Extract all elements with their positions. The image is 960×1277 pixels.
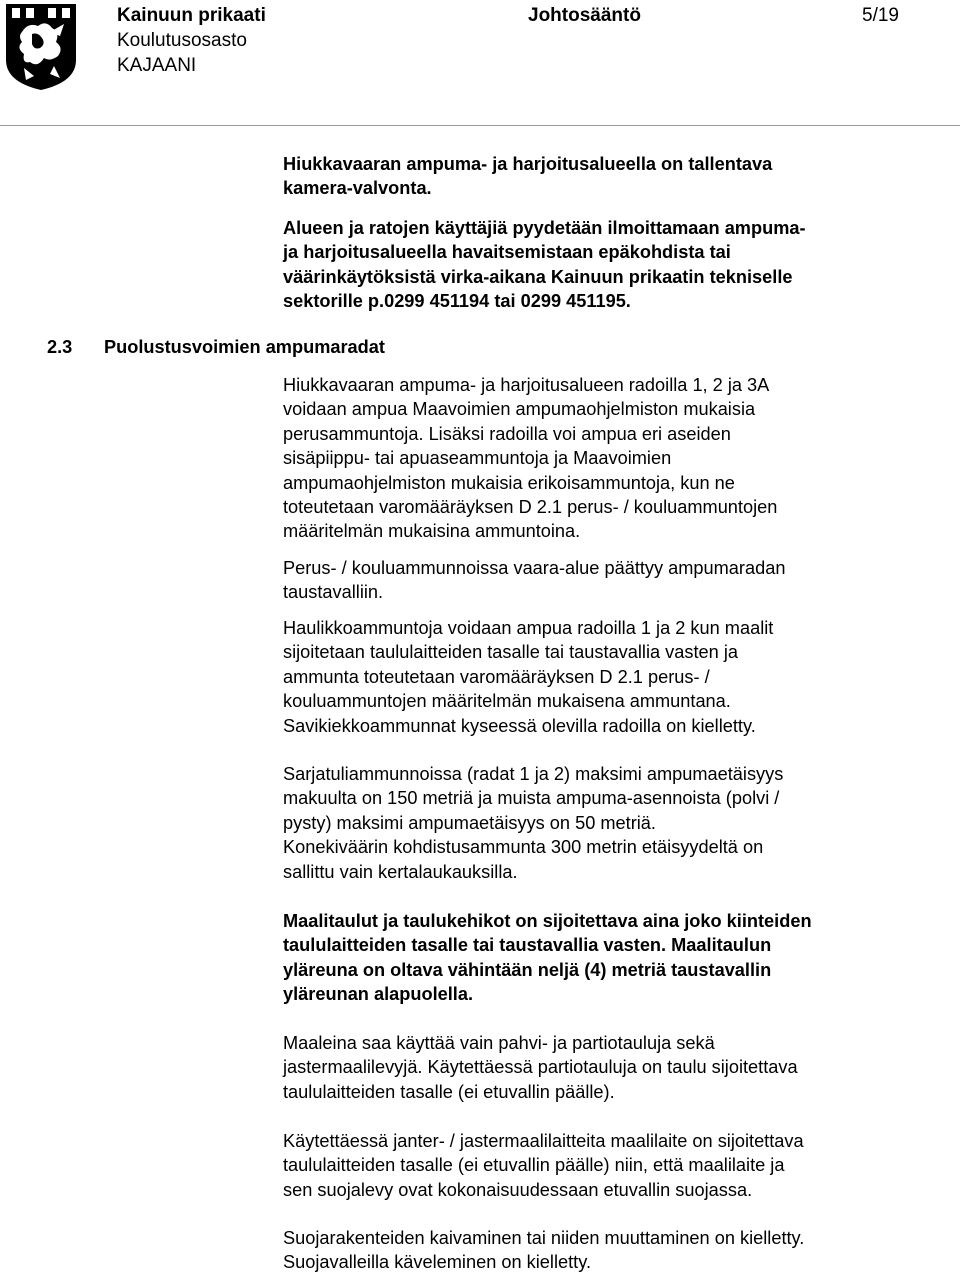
paragraph-line: Suojarakenteiden kaivaminen tai niiden muuttaminen on kielletty. — [283, 1228, 805, 1248]
header-department: Koulutusosasto — [117, 30, 247, 51]
paragraph-line: pysty) maksimi ampumaetäisyys on 50 metriä. — [283, 812, 656, 833]
section-title: Puolustusvoimien ampumaradat — [104, 337, 385, 357]
paragraph-line: kamera-valvonta. — [283, 178, 432, 199]
paragraph-line: sallittu vain kertalaukauksilla. — [283, 861, 518, 882]
paragraph-line: Konekiväärin kohdistusammunta 300 metrin etäisyydeltä on — [283, 837, 764, 858]
header-organization: Kainuun prikaati — [117, 5, 266, 26]
header-divider — [0, 125, 960, 126]
paragraph-line: sektorille p.0299 451194 tai 0299 451195. — [283, 291, 631, 312]
paragraph-line: Käytettäessä janter- / jastermaalilaitteita maalilaite on sijoitettava — [283, 1131, 804, 1151]
paragraph-line: kouluammuntojen määritelmän mukaisena ammuntana. — [283, 691, 731, 712]
paragraph-line: yläreunan alapuolella. — [283, 984, 474, 1005]
paragraph-line: ja harjoitusalueella havaitsemistaan epäkohdista tai — [283, 242, 731, 263]
paragraph-line: Haulikkoammuntoja voidaan ampua radoilla 1 ja 2 kun maalit — [283, 618, 774, 638]
paragraph-line: sen suojalevy ovat kokonaisuudessaan etuvallin suojassa. — [283, 1179, 753, 1200]
paragraph-line: Perus- / kouluammunnoissa vaara-alue päättyy ampumaradan — [283, 558, 786, 578]
paragraph-line: Maalitaulut ja taulukehikot on sijoitettava aina joko kiinteiden — [283, 911, 812, 931]
paragraph-line: Suojavalleilla käveleminen on kielletty. — [283, 1252, 592, 1273]
paragraph-protective-structures — [283, 1226, 923, 1275]
paragraph-report-issues — [283, 216, 923, 314]
paragraph-line: taululaitteiden tasalle tai taustavallia vasten. Maalitaulun — [283, 935, 772, 956]
paragraph-line: makuulta on 150 metriä ja muista ampuma-asennoista (polvi / — [283, 788, 780, 809]
coat-of-arms-logo — [4, 2, 78, 92]
paragraph-line: ampumaohjelmiston mukaisia erikoisammuntoja, kun ne — [283, 472, 735, 493]
header-city: KAJAANI — [117, 55, 197, 76]
paragraph-ranges-usage — [283, 373, 923, 544]
paragraph-camera-surveillance — [283, 152, 923, 201]
paragraph-line: väärinkäytöksistä virka-aikana Kainuun prikaatin tekniselle — [283, 266, 793, 287]
paragraph-danger-area — [283, 556, 923, 605]
paragraph-line: taululaitteiden tasalle (ei etuvallin päälle) niin, että maalilaite ja — [283, 1155, 785, 1176]
paragraph-target-devices — [283, 1129, 923, 1202]
paragraph-line: taustavalliin. — [283, 582, 384, 603]
header-document-type: Johtosääntö — [528, 5, 641, 26]
paragraph-line: ammunta toteutetaan varomääräyksen D 2.1 perus- / — [283, 666, 710, 687]
paragraph-line: taululaitteiden tasalle (ei etuvallin päälle). — [283, 1081, 615, 1102]
paragraph-line: Hiukkavaaran ampuma- ja harjoitusalueella on tallentava — [283, 154, 773, 174]
paragraph-line: Hiukkavaaran ampuma- ja harjoitusalueen radoilla 1, 2 ja 3A — [283, 375, 770, 395]
paragraph-shotgun — [283, 616, 923, 738]
paragraph-line: sijoitetaan taululaitteiden tasalle tai taustavallia vasten ja — [283, 642, 738, 663]
paragraph-line: Alueen ja ratojen käyttäjiä pyydetään ilmoittamaan ampuma- — [283, 218, 806, 238]
paragraph-line: voidaan ampua Maavoimien ampumaohjelmiston mukaisia — [283, 399, 756, 420]
paragraph-line: sisäpiippu- tai apuaseammuntoja ja Maavoimien — [283, 448, 672, 469]
paragraph-line: Sarjatuliammunnoissa (radat 1 ja 2) maksimi ampumaetäisyys — [283, 764, 784, 784]
paragraph-line: Maaleina saa käyttää vain pahvi- ja partiotauluja sekä — [283, 1033, 715, 1053]
paragraph-line: jastermaalilevyjä. Käytettäessä partiotauluja on taulu sijoitettava — [283, 1057, 798, 1078]
paragraph-targets-placement — [283, 909, 923, 1007]
paragraph-line: Savikiekkoammunnat kyseessä olevilla radoilla on kielletty. — [283, 715, 756, 736]
paragraph-line: yläreuna on oltava vähintään neljä (4) metriä taustavallin — [283, 959, 772, 980]
section-heading — [47, 335, 385, 359]
paragraph-line: toteutetaan varomääräyksen D 2.1 perus- / kouluammuntojen — [283, 497, 778, 518]
page-number: 5/19 — [862, 5, 899, 26]
paragraph-line: perusammuntoja. Lisäksi radoilla voi ampua eri aseiden — [283, 423, 731, 444]
paragraph-target-types — [283, 1031, 923, 1104]
paragraph-line: määritelmän mukaisina ammuntoina. — [283, 521, 581, 542]
section-number: 2.3 — [47, 337, 73, 357]
paragraph-automatic-fire — [283, 762, 923, 884]
